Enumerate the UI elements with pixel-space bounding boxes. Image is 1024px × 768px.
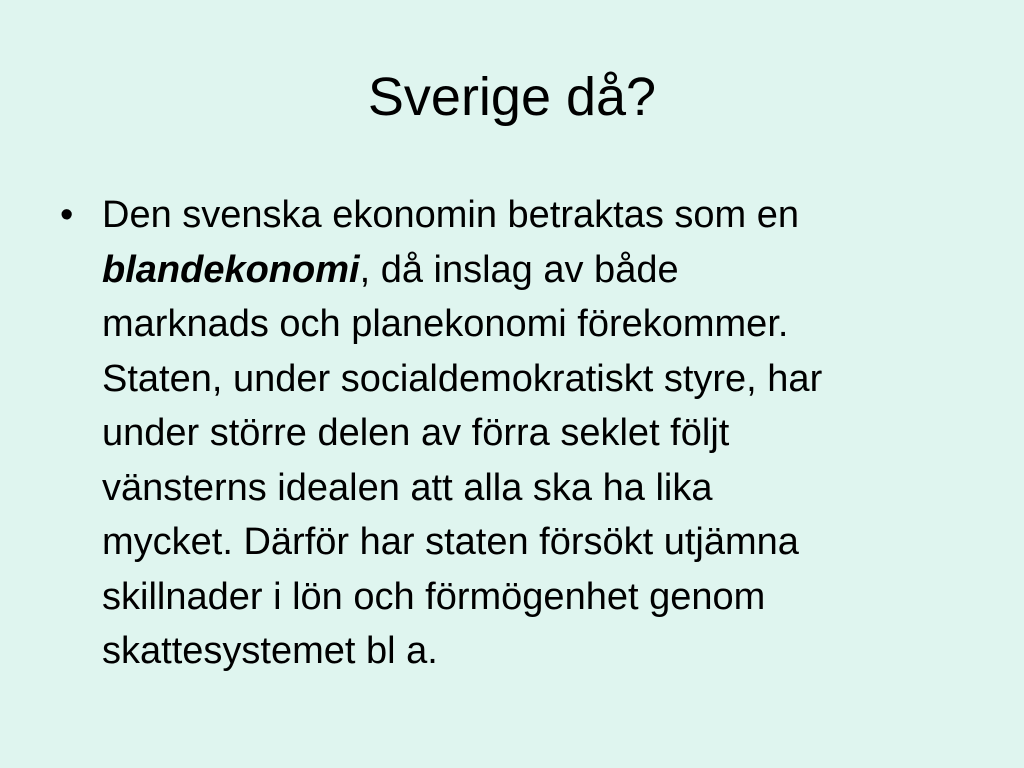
paragraph-line-3: marknads och planekonomi förekommer. — [102, 303, 789, 345]
paragraph-line-9: skattesystemet bl a. — [102, 630, 438, 672]
bullet-list — [60, 188, 980, 679]
paragraph-line-4: Staten, under socialdemokratiskt styre, har — [102, 357, 823, 400]
paragraph-line-2-rest: , då inslag av både — [359, 248, 679, 291]
paragraph-line-2 — [102, 243, 980, 298]
emphasized-term: blandekonomi — [102, 248, 360, 291]
bullet-item — [60, 188, 980, 679]
bullet-symbol: • — [60, 194, 74, 236]
slide-title: Sverige då? — [367, 67, 657, 127]
paragraph-line-7: mycket. Därför har staten försökt utjämna — [102, 521, 799, 563]
paragraph-line-5: under större delen av förra seklet följt — [102, 412, 730, 454]
paragraph-line-6: vänsterns idealen att alla ska ha lika — [102, 466, 713, 509]
paragraph-line-1: Den svenska ekonomin betraktas som en — [102, 194, 800, 236]
paragraph-line-8: skillnader i lön och förmögenhet genom — [102, 575, 766, 618]
